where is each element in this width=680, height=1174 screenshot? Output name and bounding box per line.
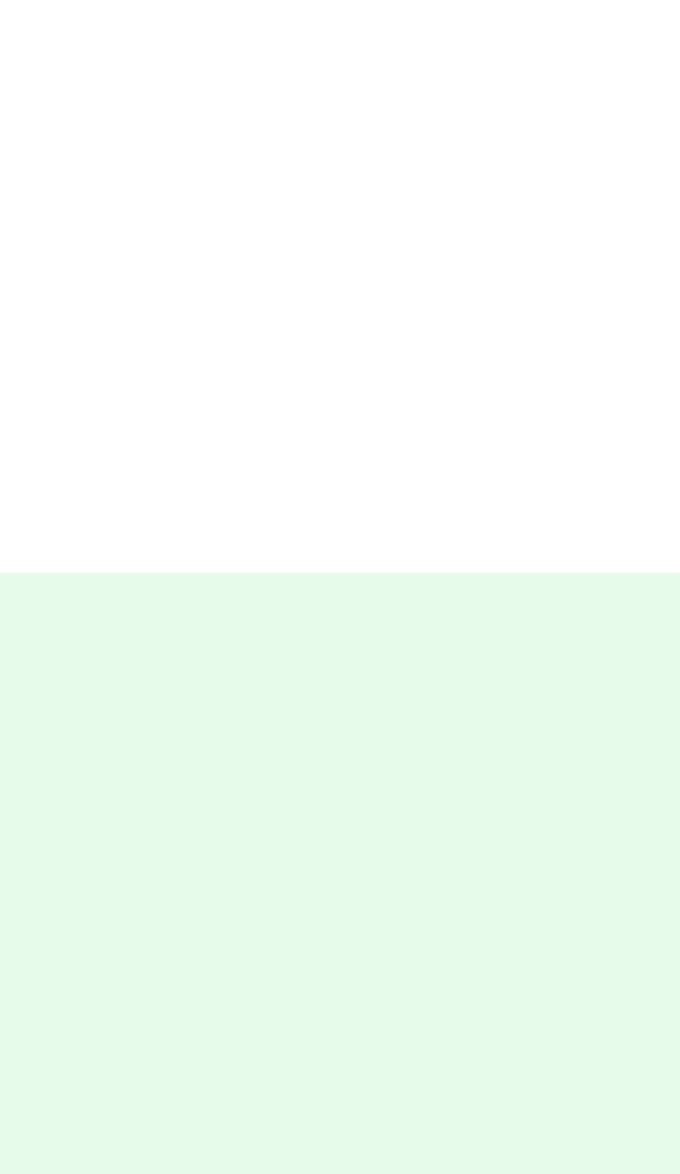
answer-section (0, 573, 680, 1174)
